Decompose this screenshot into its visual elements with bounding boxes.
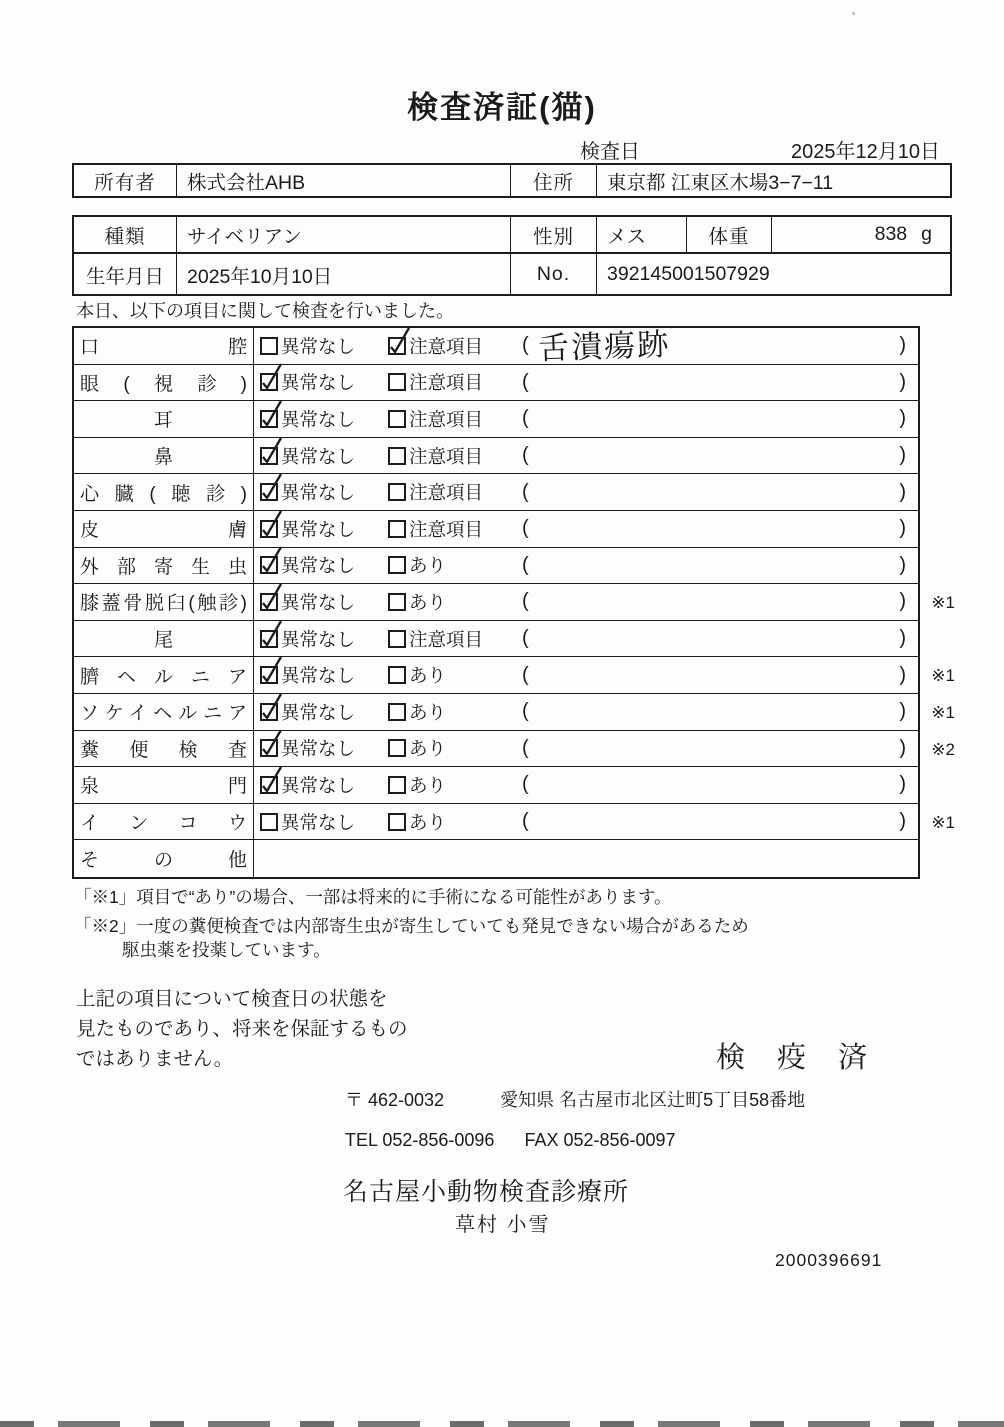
clinic-postal-code: 〒 462-0032 [345,1090,445,1110]
paren-open: ( [522,480,529,503]
footnote-mark: ※1 [931,702,955,722]
paren-close: ) [899,627,906,650]
footnote-mark: ※1 [931,666,955,686]
option-attention: あり [388,809,522,835]
attention-checkbox-icon [388,483,406,501]
option-attention: あり [388,552,522,578]
checklist-row [74,840,918,877]
option-attention: 注意項目 [388,516,522,542]
footnote-mark: ※1 [931,812,955,832]
attention-checkbox-icon [388,630,406,648]
birth-value: 2025年10月10日 [176,254,510,295]
checklist-row [74,767,918,804]
no-label: No. [510,254,596,295]
owner-table [72,163,952,198]
breed-value: サイベリアン [176,217,510,252]
checklist-item-label: 心臓(聴診) [74,474,254,510]
paren-close: ) [899,517,906,540]
clinic-address: 愛知県 名古屋市北区辻町5丁目58番地 [500,1090,806,1110]
checklist-item-label: 尾 [74,621,254,657]
exam-date-row [580,135,940,164]
option-attention: 注意項目 [388,479,522,505]
option-attention: あり [388,699,522,725]
checklist-options [254,731,918,767]
checklist-options [254,657,918,693]
normal-checkbox-icon [260,447,278,465]
attention-checkbox-icon [388,520,406,538]
remarks-field [522,444,918,467]
scan-speck [852,12,855,15]
no-value: 392145001507929 [596,254,950,295]
checklist-options [254,621,918,657]
option-attention: あり [388,662,522,688]
remarks-field [522,371,918,394]
sex-label: 性別 [510,217,596,252]
checklist-item-label: 膝蓋骨脱臼(触診) [74,584,254,620]
option-attention: あり [388,589,522,615]
paren-close: ) [899,700,906,723]
checklist-options [254,438,918,474]
remarks-field [522,327,918,367]
remarks-field [522,407,918,430]
paren-close: ) [899,773,906,796]
intro-text: 本日、以下の項目に関して検査を行いました。 [76,301,454,321]
checklist-table [72,326,955,879]
exam-date-value: 2025年12月10日 [791,141,940,163]
clinic-address-row [345,1086,805,1112]
checklist-row [74,657,955,694]
checklist-item-label: その他 [74,840,254,877]
handwritten-note: 舌潰瘍跡 [537,327,671,367]
paren-open: ( [522,700,529,723]
paren-open: ( [522,444,529,467]
checklist-row [74,694,955,731]
checklist-options [254,584,918,620]
remarks-field [522,517,918,540]
paren-close: ) [899,407,906,430]
normal-checkbox-icon [260,739,278,757]
normal-checkbox-icon [260,373,278,391]
checklist-item-label: 鼻 [74,438,254,474]
option-attention: 注意項目 [388,333,522,359]
normal-checkbox-icon [260,630,278,648]
checklist-row [74,621,918,658]
owner-label: 所有者 [94,171,156,194]
attention-checkbox-icon [388,373,406,391]
address-value: 東京都 江東区木場3−7−11 [596,165,950,196]
option-attention: 注意項目 [388,406,522,432]
option-normal: 異常なし [260,772,388,798]
remarks-field [522,773,918,796]
page-title: 検査済証(猫) [407,90,597,125]
attention-checkbox-icon [388,813,406,831]
option-normal: 異常なし [260,552,388,578]
checklist-item-label: 泉門 [74,767,254,803]
paren-open: ( [522,407,529,430]
remarks-field [522,700,918,723]
checklist-options [254,474,918,510]
checklist-row [74,401,918,438]
pet-info-table [72,215,952,296]
option-normal: 異常なし [260,516,388,542]
option-attention: 注意項目 [388,369,522,395]
paren-close: ) [899,334,906,357]
normal-checkbox-icon [260,776,278,794]
paren-close: ) [899,590,906,613]
checklist-item-label: 外部寄生虫 [74,548,254,584]
attention-checkbox-icon [388,703,406,721]
clinic-name: 名古屋小動物検査診療所 [343,1178,630,1206]
remarks-field [522,664,918,687]
veterinarian-name: 草村 小雪 [455,1214,551,1236]
checklist-options [254,511,918,547]
remarks-field [522,481,918,504]
footnote-2-continued: 駆虫薬を投薬しています。 [122,940,331,960]
scan-edge-artifact [0,1421,1004,1427]
normal-checkbox-icon [260,483,278,501]
option-normal: 異常なし [260,662,388,688]
footnote-mark: ※2 [931,739,955,759]
option-attention: 注意項目 [388,443,522,469]
attention-checkbox-icon [388,593,406,611]
attention-checkbox-icon [388,739,406,757]
option-normal: 異常なし [260,443,388,469]
birth-label: 生年月日 [85,265,164,288]
checklist-item-label: 口腔 [74,328,254,364]
remarks-field [522,737,918,760]
option-normal: 異常なし [260,479,388,505]
quarantine-stamp: 検 疫 済 [716,1042,880,1074]
disclaimer-text: 上記の項目について検査日の状態を 見たものであり、将来を保証するもの ではありません。 [76,988,408,1070]
paren-open: ( [522,517,529,540]
weight-label: 体重 [686,217,771,252]
checklist-row [74,474,918,511]
paren-close: ) [899,736,906,759]
normal-checkbox-icon [260,410,278,428]
checklist-options [254,694,918,730]
checklist-item-label: 耳 [74,401,254,437]
paren-close: ) [899,370,906,393]
checklist-item-label: 眼(視診) [74,365,254,401]
attention-checkbox-icon [388,556,406,574]
owner-value: 株式会社AHB [176,165,510,196]
checklist-row [74,328,918,365]
paren-close: ) [899,553,906,576]
paren-close: ) [899,480,906,503]
checklist-item-label: 皮膚 [74,511,254,547]
normal-checkbox-icon [260,813,278,831]
checklist-options [254,767,918,803]
clinic-fax: FAX 052-856-0097 [524,1130,676,1150]
paren-close: ) [899,663,906,686]
footnote-2: 「※2」一度の糞便検査では内部寄生虫が寄生していても発見できない場合があるため [74,916,749,936]
clinic-telfax-row [345,1130,676,1151]
normal-checkbox-icon [260,520,278,538]
normal-checkbox-icon [260,337,278,355]
attention-checkbox-icon [388,447,406,465]
checklist-row [74,548,918,585]
option-attention: 注意項目 [388,626,522,652]
paren-open: ( [522,627,529,650]
option-normal: 異常なし [260,406,388,432]
option-normal: 異常なし [260,589,388,615]
checklist-options [254,365,918,401]
checklist-row [74,365,918,402]
normal-checkbox-icon [260,666,278,684]
paren-open: ( [522,773,529,796]
normal-checkbox-icon [260,703,278,721]
paren-open: ( [522,736,529,759]
address-label: 住所 [510,165,596,196]
attention-checkbox-icon [388,776,406,794]
paren-open: ( [522,810,529,833]
checklist-options [254,401,918,437]
document-serial-number: 2000396691 [775,1250,883,1270]
paren-open: ( [522,553,529,576]
option-normal: 異常なし [260,809,388,835]
checklist-row [74,511,918,548]
footnote-mark: ※1 [931,593,955,613]
paren-open: ( [522,370,529,393]
checklist-item-label: インコウ [74,804,254,840]
checklist-item-label: 糞便検査 [74,731,254,767]
remarks-field [522,590,918,613]
attention-checkbox-icon [388,337,406,355]
option-attention: あり [388,772,522,798]
checklist-row [74,731,955,768]
checklist-row [74,584,955,621]
option-normal: 異常なし [260,735,388,761]
sex-value: メス [596,217,686,252]
paren-close: ) [899,810,906,833]
checklist-item-label: 臍ヘルニア [74,657,254,693]
paren-open: ( [522,663,529,686]
paren-close: ) [899,444,906,467]
option-normal: 異常なし [260,699,388,725]
option-normal: 異常なし [260,626,388,652]
remarks-field [522,554,918,577]
checklist-item-label: ソケイヘルニア [74,694,254,730]
checklist-options [254,327,918,367]
checklist-options [254,804,918,840]
remarks-field [522,810,918,833]
footnote-1: 「※1」項目で“あり”の場合、一部は将来的に手術になる可能性があります。 [74,887,672,907]
paren-open: ( [522,590,529,613]
option-attention: あり [388,735,522,761]
remarks-field [522,627,918,650]
normal-checkbox-icon [260,593,278,611]
attention-checkbox-icon [388,666,406,684]
option-normal: 異常なし [260,369,388,395]
normal-checkbox-icon [260,556,278,574]
clinic-tel: TEL 052-856-0096 [345,1130,495,1150]
weight-value: 838 g [771,217,950,252]
checklist-row [74,438,918,475]
exam-date-label: 検査日 [580,141,640,163]
attention-checkbox-icon [388,410,406,428]
checklist-row [74,804,955,841]
paren-open: ( [522,334,529,357]
breed-label: 種類 [104,225,146,248]
option-normal: 異常なし [260,333,388,359]
checklist-options [254,548,918,584]
